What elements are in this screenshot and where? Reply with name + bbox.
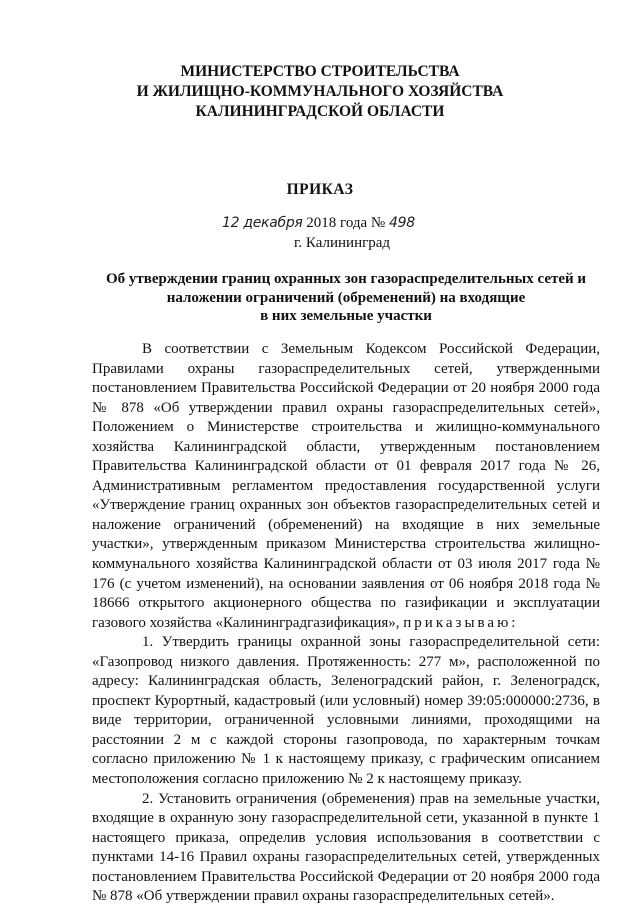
subject-line-1: Об утверждении границ охранных зон газораспределительных сетей и xyxy=(105,271,587,287)
order-subject xyxy=(96,270,596,326)
order-date-number xyxy=(222,215,415,232)
subject-line-2: наложении ограничений (обременений) на входящие xyxy=(166,289,526,306)
ministry-line-1: МИНИСТЕРСТВО СТРОИТЕЛЬСТВА xyxy=(180,63,460,80)
order-city: г. Калининград xyxy=(293,235,391,251)
handwritten-number: 498 xyxy=(389,215,415,231)
ministry-header xyxy=(0,62,640,122)
order-year-text: 2018 года № xyxy=(302,215,389,231)
item-2-paragraph: 2. Установить ограничения (обременения) прав на земельные участки, входящие в охранную зону газораспределительной сети, указанной в пункте 1 настоящего приказа, определив условия использования в соответствии с пунктами 14-16 Правил охраны газораспределительных сетей, утвержденных постановлением Правительства Российской Федерации от 20 ноября 2000 года № 878 «Об утверждении правил охраны газораспределительных сетей». xyxy=(92,790,600,905)
document-title: ПРИКАЗ xyxy=(286,181,354,198)
ministry-line-3: КАЛИНИНГРАДСКОЙ ОБЛАСТИ xyxy=(195,103,445,120)
order-body xyxy=(92,340,600,907)
handwritten-date: 12 декабря xyxy=(222,215,303,231)
subject-line-3: в них земельные участки xyxy=(260,308,432,324)
preamble-paragraph xyxy=(92,340,600,633)
ministry-line-2: И ЖИЛИЩНО-КОММУНАЛЬНОГО ХОЗЯЙСТВА xyxy=(136,83,504,100)
preamble-text: В соответствии с Земельным Кодексом Российской Федерации, Правилами охраны газораспределительных сетей, утвержденными постановлением Правительства Российской Федерации от 20 ноября 2000 года № 878 «Об утверждении правил охраны газораспределительных сетей», Положением о Министерстве строительства и жилищно-коммунального хозяйства Калининградской области, утвержденным постановлением Правительства Калининградской области от 01 февраля 2017 года № 26, Административным регламентом предоставления государственной услуги «Утверждение границ охранных зон объектов газораспределительных сетей и наложение ограничений (обременений) на входящие в них земельные участки», утвержденным приказом Министерства строительства жилищно-коммунального хозяйства Калининградской области от 03 июля 2017 года № 176 (с учетом изменений), на основании заявления от 06 ноября 2018 года № 18666 открытого акционерного общества по газификации и эксплуатации газового хозяйства «Калининградгазификация», xyxy=(92,341,600,631)
order-directive: приказываю: xyxy=(403,614,519,631)
item-1-paragraph: 1. Утвердить границы охранной зоны газораспределительной сети: «Газопровод низкого давления. Протяженность: 277 м», расположенной по адресу: Калининградская область, Зеленоградский район, г. Зеленоградск, проспект Курортный, кадастровый (или условный) номер 39:05:000000:2736, в виде территории, ограниченной условными линиями, проходящими на расстоянии 2 м с каждой стороны газопровода, по характерным точкам согласно приложению № 1 к настоящему приказу, с графическим описанием местоположения согласно приложению № 2 к настоящему приказу. xyxy=(92,634,600,788)
